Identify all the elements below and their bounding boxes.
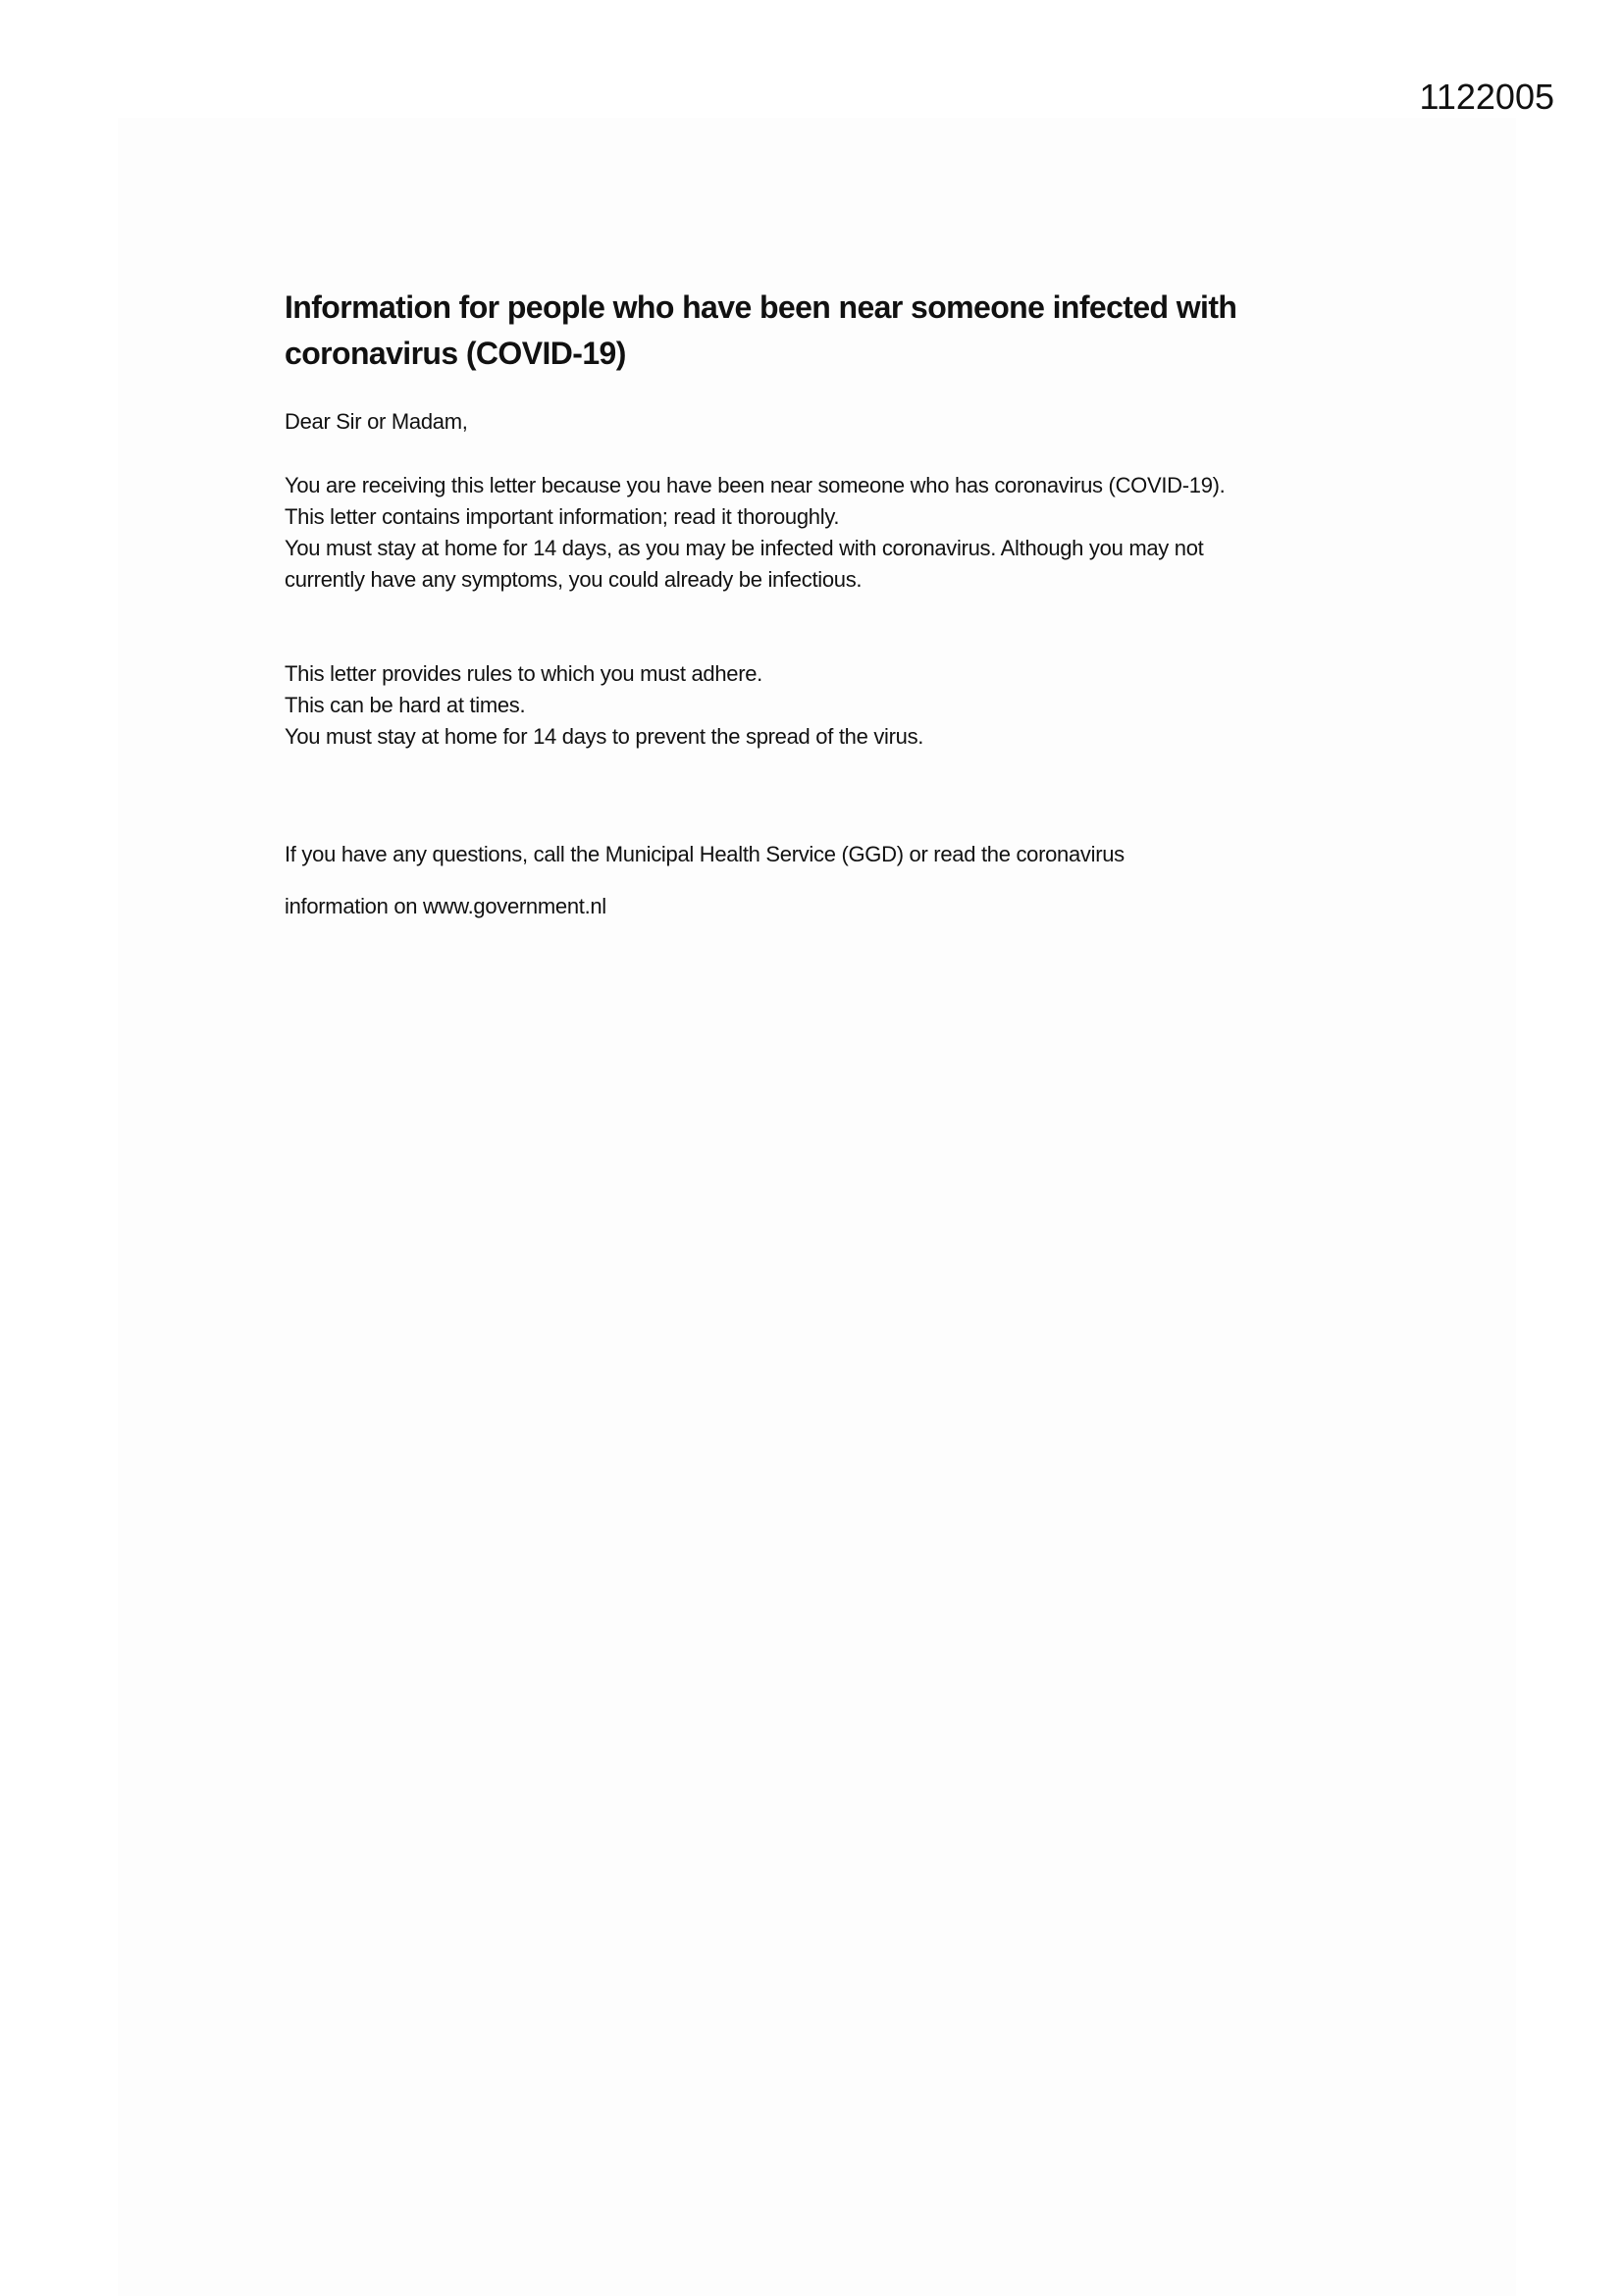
- paragraph1-line: You must stay at home for 14 days, as you may be infected with coronavirus. Although you may not: [285, 536, 1204, 560]
- letter-title: Information for people who have been near someone infected with coronavirus (COVID-19): [285, 289, 1237, 371]
- paragraph1-line: currently have any symptoms, you could already be infectious.: [285, 567, 863, 592]
- paragraph3-line: information on www.government.nl: [285, 894, 606, 918]
- paragraph1-line: You are receiving this letter because you have been near someone who has coronavirus (COVID-19).: [285, 473, 1226, 497]
- paragraph2-line: This letter provides rules to which you must adhere.: [285, 661, 762, 686]
- paragraph1-line: This letter contains important information; read it thoroughly.: [285, 504, 840, 529]
- paragraph3-line: If you have any questions, call the Municipal Health Service (GGD) or read the coronavirus: [285, 842, 1125, 866]
- paragraph2-line: You must stay at home for 14 days to prevent the spread of the virus.: [285, 724, 924, 749]
- salutation: Dear Sir or Madam,: [285, 409, 468, 434]
- document-number: 1122005: [1419, 77, 1554, 117]
- paragraph2-line: This can be hard at times.: [285, 693, 526, 717]
- page: [118, 118, 1516, 2296]
